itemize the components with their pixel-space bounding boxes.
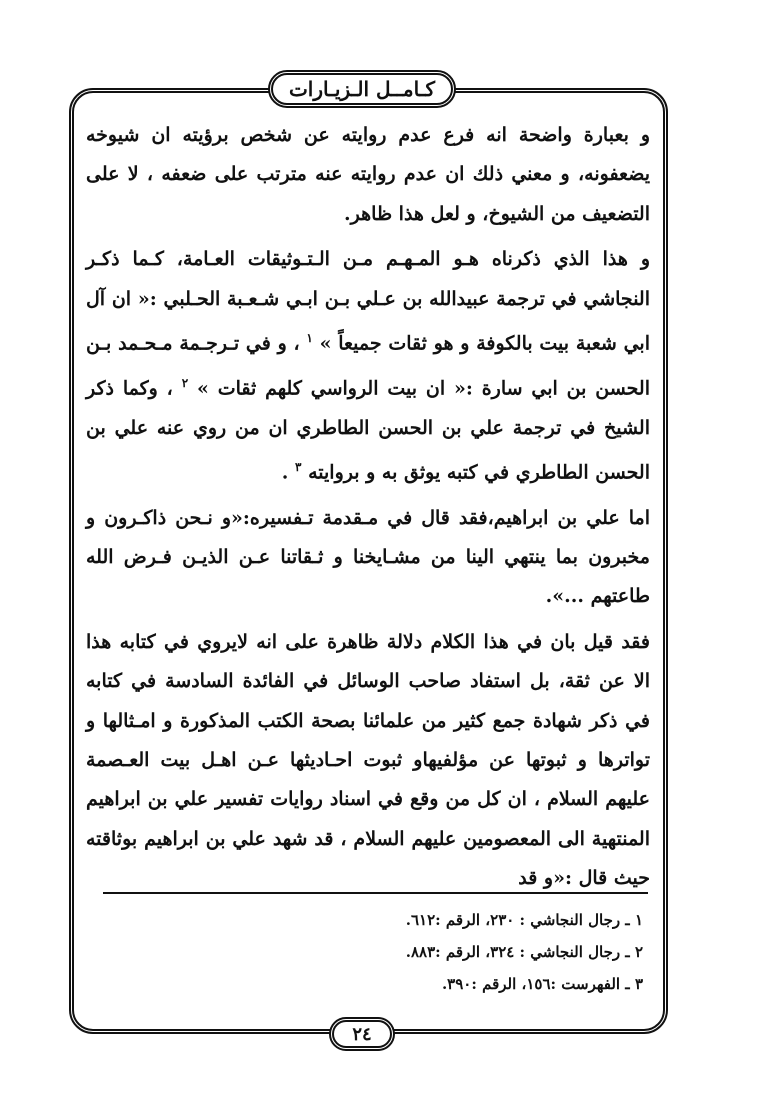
footnote-2: ٢ ـ رجال النجاشي : ٣٢٤، الرقم :٨٨٣. <box>405 943 643 961</box>
paragraph-2-part-3: ، وكما ذكر الشيخ في ترجمة علي بن الحسن الطاطري ان من روي عنه علي بن الحسن الطاطري في كتبه يوثق به و بروايته <box>86 377 650 484</box>
footnote-3: ٣ ـ الفهرست :١٥٦، الرقم :٣٩٠. <box>441 975 643 993</box>
main-text-body <box>86 116 650 905</box>
page-number: ٢٤ <box>352 1023 372 1045</box>
footnote-ref-2: ٢ <box>181 375 189 390</box>
footnote-divider <box>103 892 648 894</box>
paragraph-2-part-4: . <box>281 461 289 484</box>
footnote-ref-1: ١ <box>306 331 313 346</box>
paragraph-2 <box>86 240 650 492</box>
paragraph-2-part-1: و هذا الذي ذكرناه هـو المـهـم مـن الـتـوثيقات العـامة، كـما ذكـر النجاشي في ترجمة عبيدالله بن عـلي بـن ابـي شـعـبة الحـلبي :« ان آل ابي شعبة بيت بالكوفة و هو ثقات جميعاً » <box>86 248 650 355</box>
paragraph-3: اما علي بن ابراهيم،فقد قال في مـقدمة تـفسيره:«و نـحن ذاكـرون و مخبرون بما ينتهي الينا من مشـايخنا و ثـقاتنا عـن الذيـن فـرض الله طاعتهم ...». <box>86 506 650 608</box>
paragraph-4: فقد قيل بان في هذا الكلام دلالة ظاهرة على انه لايروي في كتابه هذا الا عن ثقة، بل استفاد صاحب الوسائل في الفائدة السادسة في كتابه في ذكر شهادة جمع كثير من علمائنا بصحة الكتب المذكورة و امـثالها و تواترها و ثبوتها عن مؤلفيهاو ثبوت احـاديثها عـن اهـل بيت العـصمة عليهم السلام ، ان كل من وقع في اسناد روايات تفسير علي بن ابراهيم المنتهية الى المعصومين عليهم السلام ، قد شهد علي بن ابراهيم بوثاقته حيث قال :«و قد <box>86 630 650 890</box>
paragraph-1: و بعبارة واضحة انه فرع عدم روايته عن شخص برؤيته ان شيوخه يضعفونه، و معني ذلك ان عدم روايته عنه مترتب على ضعفه ، لا على التضعيف من الشيوخ، و لعل هذا ظاهر. <box>86 124 650 225</box>
footnote-ref-3: ٣ <box>295 459 302 474</box>
paragraph-2-part-2: ، و في تـرجـمة مـحـمد بـن الحسن بن ابي سارة :« ان بيت الرواسي كلهم ثقات » <box>86 332 650 400</box>
book-title: كـامــل الـزيـارات <box>288 77 436 101</box>
footnotes-section <box>103 904 643 1000</box>
page-number-badge <box>329 1017 395 1051</box>
footnote-1: ١ ـ رجال النجاشي : ٢٣٠، الرقم :٦١٢. <box>405 911 643 929</box>
book-title-header <box>268 70 456 108</box>
